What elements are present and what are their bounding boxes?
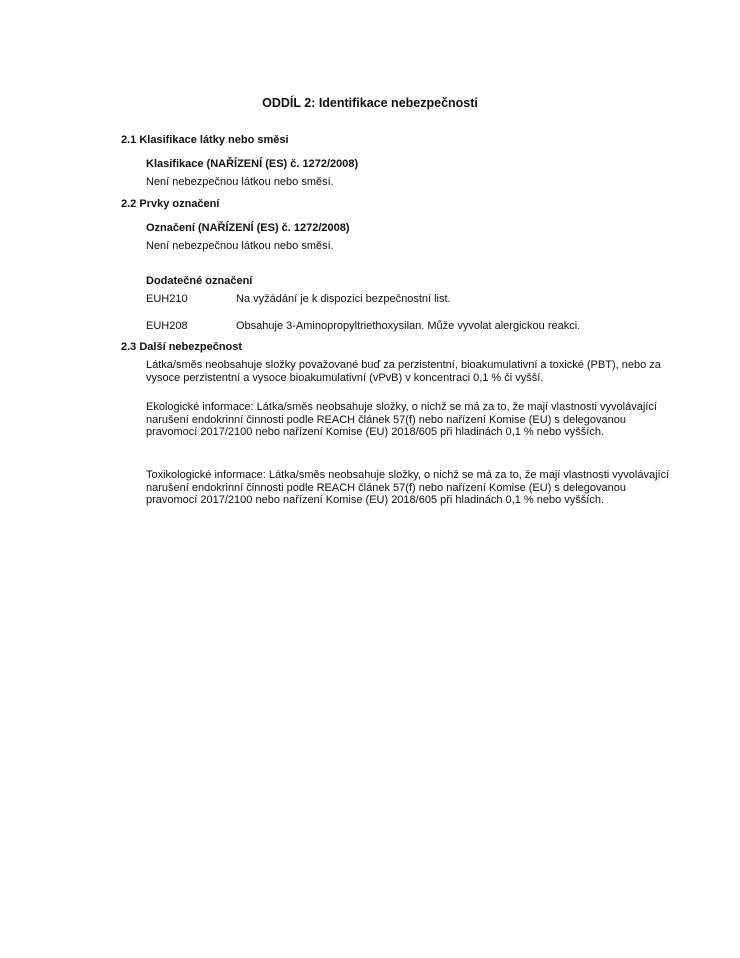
hazard-paragraph: Látka/směs neobsahuje složky považované buď za perzistentní, bioakumulativní a toxické (PBT), nebo za vysoce perzistentní a vysoce bioakumulativní (vPvB) v koncentraci 0,1 % či vyšší. xyxy=(146,359,661,384)
hazard-paragraph: Toxikologické informace: Látka/směs neobsahuje složky, o nichž se má za to, že mají vlastnosti vyvolávající narušení endokrinní činnosti podle REACH článek 57(f) nebo nařízení Komise (EU) s delegovanou pravomocí 2017/2100 nebo nařízení Komise (EU) 2018/605 při hladinách 0,1 % nebo vyšších. xyxy=(146,469,670,507)
classification-text: Není nebezpečnou látkou nebo směsí. xyxy=(146,176,334,188)
hazard-paragraph: Ekologické informace: Látka/směs neobsahuje složky, o nichž se má za to, že mají vlastnosti vyvolávající narušení endokrinní činnosti podle REACH článek 57(f) nebo nařízení Komise (EU) s delegovanou pravomocí 2017/2100 nebo nařízení Komise (EU) 2018/605 při hladinách 0,1 % nebo vyšších. xyxy=(146,401,657,439)
statement-code: EUH210 xyxy=(146,293,188,305)
classification-label: Klasifikace (NAŘÍZENÍ (ES) č. 1272/2008) xyxy=(146,158,359,170)
additional-labelling-label: Dodatečné označení xyxy=(146,275,253,287)
subsection-heading-2-2: 2.2 Prvky označení xyxy=(121,198,220,210)
labelling-text: Není nebezpečnou látkou nebo směsí. xyxy=(146,240,334,252)
statement-text: Obsahuje 3-Aminopropyltriethoxysilan. Může vyvolat alergickou reakci. xyxy=(236,320,581,332)
section-title: ODDÍL 2: Identifikace nebezpečnosti xyxy=(262,96,478,110)
subsection-heading-2-1: 2.1 Klasifikace látky nebo směsi xyxy=(121,134,289,146)
statement-text: Na vyžádání je k dispozici bezpečnostní list. xyxy=(236,293,451,305)
labelling-label: Označení (NAŘÍZENÍ (ES) č. 1272/2008) xyxy=(146,222,350,234)
statement-code: EUH208 xyxy=(146,320,188,332)
subsection-heading-2-3: 2.3 Další nebezpečnost xyxy=(121,341,243,353)
